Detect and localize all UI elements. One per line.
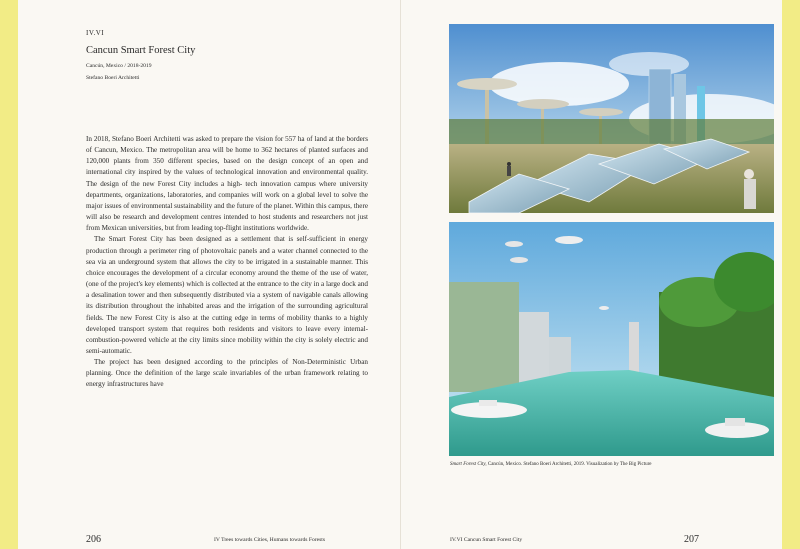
book-gutter xyxy=(400,0,401,549)
caption-credit: Cancún, Mexico. Stefano Boeri Architetti, 2019. Visualization by The Big Picture xyxy=(486,462,652,467)
architect-credit: Stefano Boeri Architetti xyxy=(86,75,140,81)
paragraph-2: The Smart Forest City has been designed as a settlement that is self-sufficient in energy production through a perimeter ring of photovoltaic panels and a water channel connected to the sea via an underground system that allows the city to be irrigated in a sustainable manner. This choice encourages the development of a circular economy around the theme of the use of water, (one of the project's key elements) which is collected at the entrance to the city in a large dock and a desalination tower and then subsequently distributed via a system of navigable canals allowing its distribution throughout the inhabited areas and the irrigation of the surrounding agricultural fields. The new Forest City is also at the cutting edge in terms of mobility thanks to a highly developed transport system that requires both residents and visitors to leave every internal-combustion-powered vehicle at the city limits since mobility within the city is solely electric and semi-automatic. xyxy=(86,235,368,355)
section-code: IV.VI xyxy=(86,29,105,37)
chapter-title: Cancun Smart Forest City xyxy=(86,45,196,56)
running-head-left: IV Trees towards Cities, Humans towards Forests xyxy=(214,537,325,543)
location-years: Cancún, Mexico / 2018-2019 xyxy=(86,63,152,69)
page-number-left: 206 xyxy=(86,534,101,545)
paragraph-3: The project has been designed according to the principles of Non-Deterministic Urban planning. Once the definition of the large scale invariables of the urban framework relating to energy infrastructures have xyxy=(86,358,368,389)
running-head-right: IV.VI Cancun Smart Forest City xyxy=(450,537,523,543)
caption-title: Smart Forest City, xyxy=(450,462,487,467)
page-number-right: 207 xyxy=(684,534,699,545)
image-caption xyxy=(450,462,652,467)
body-text xyxy=(86,134,368,391)
paragraph-1: In 2018, Stefano Boeri Architetti was asked to prepare the vision for 557 ha of land at the borders of Cancun, Mexico. The metropolitan area will be home to 362 hectares of planted surfaces and 120,000 plants from 350 different species, based on the design concept of an open and international city inspired by the values of technological innovation and environmental quality. The design of the new Forest City includes a high- tech innovation campus where university departments, organizations, laboratories, and companies will work on a global level to solve the major issues of environmental sustainability and the future of the planet. Within this campus, there will also be research and development centres intended to host students and researchers not just from Mexican universities, but from leading top-flight institutions worldwide. xyxy=(86,135,368,233)
rendering-solar-plaza xyxy=(449,24,774,213)
rendering-canal-forest xyxy=(449,222,774,456)
